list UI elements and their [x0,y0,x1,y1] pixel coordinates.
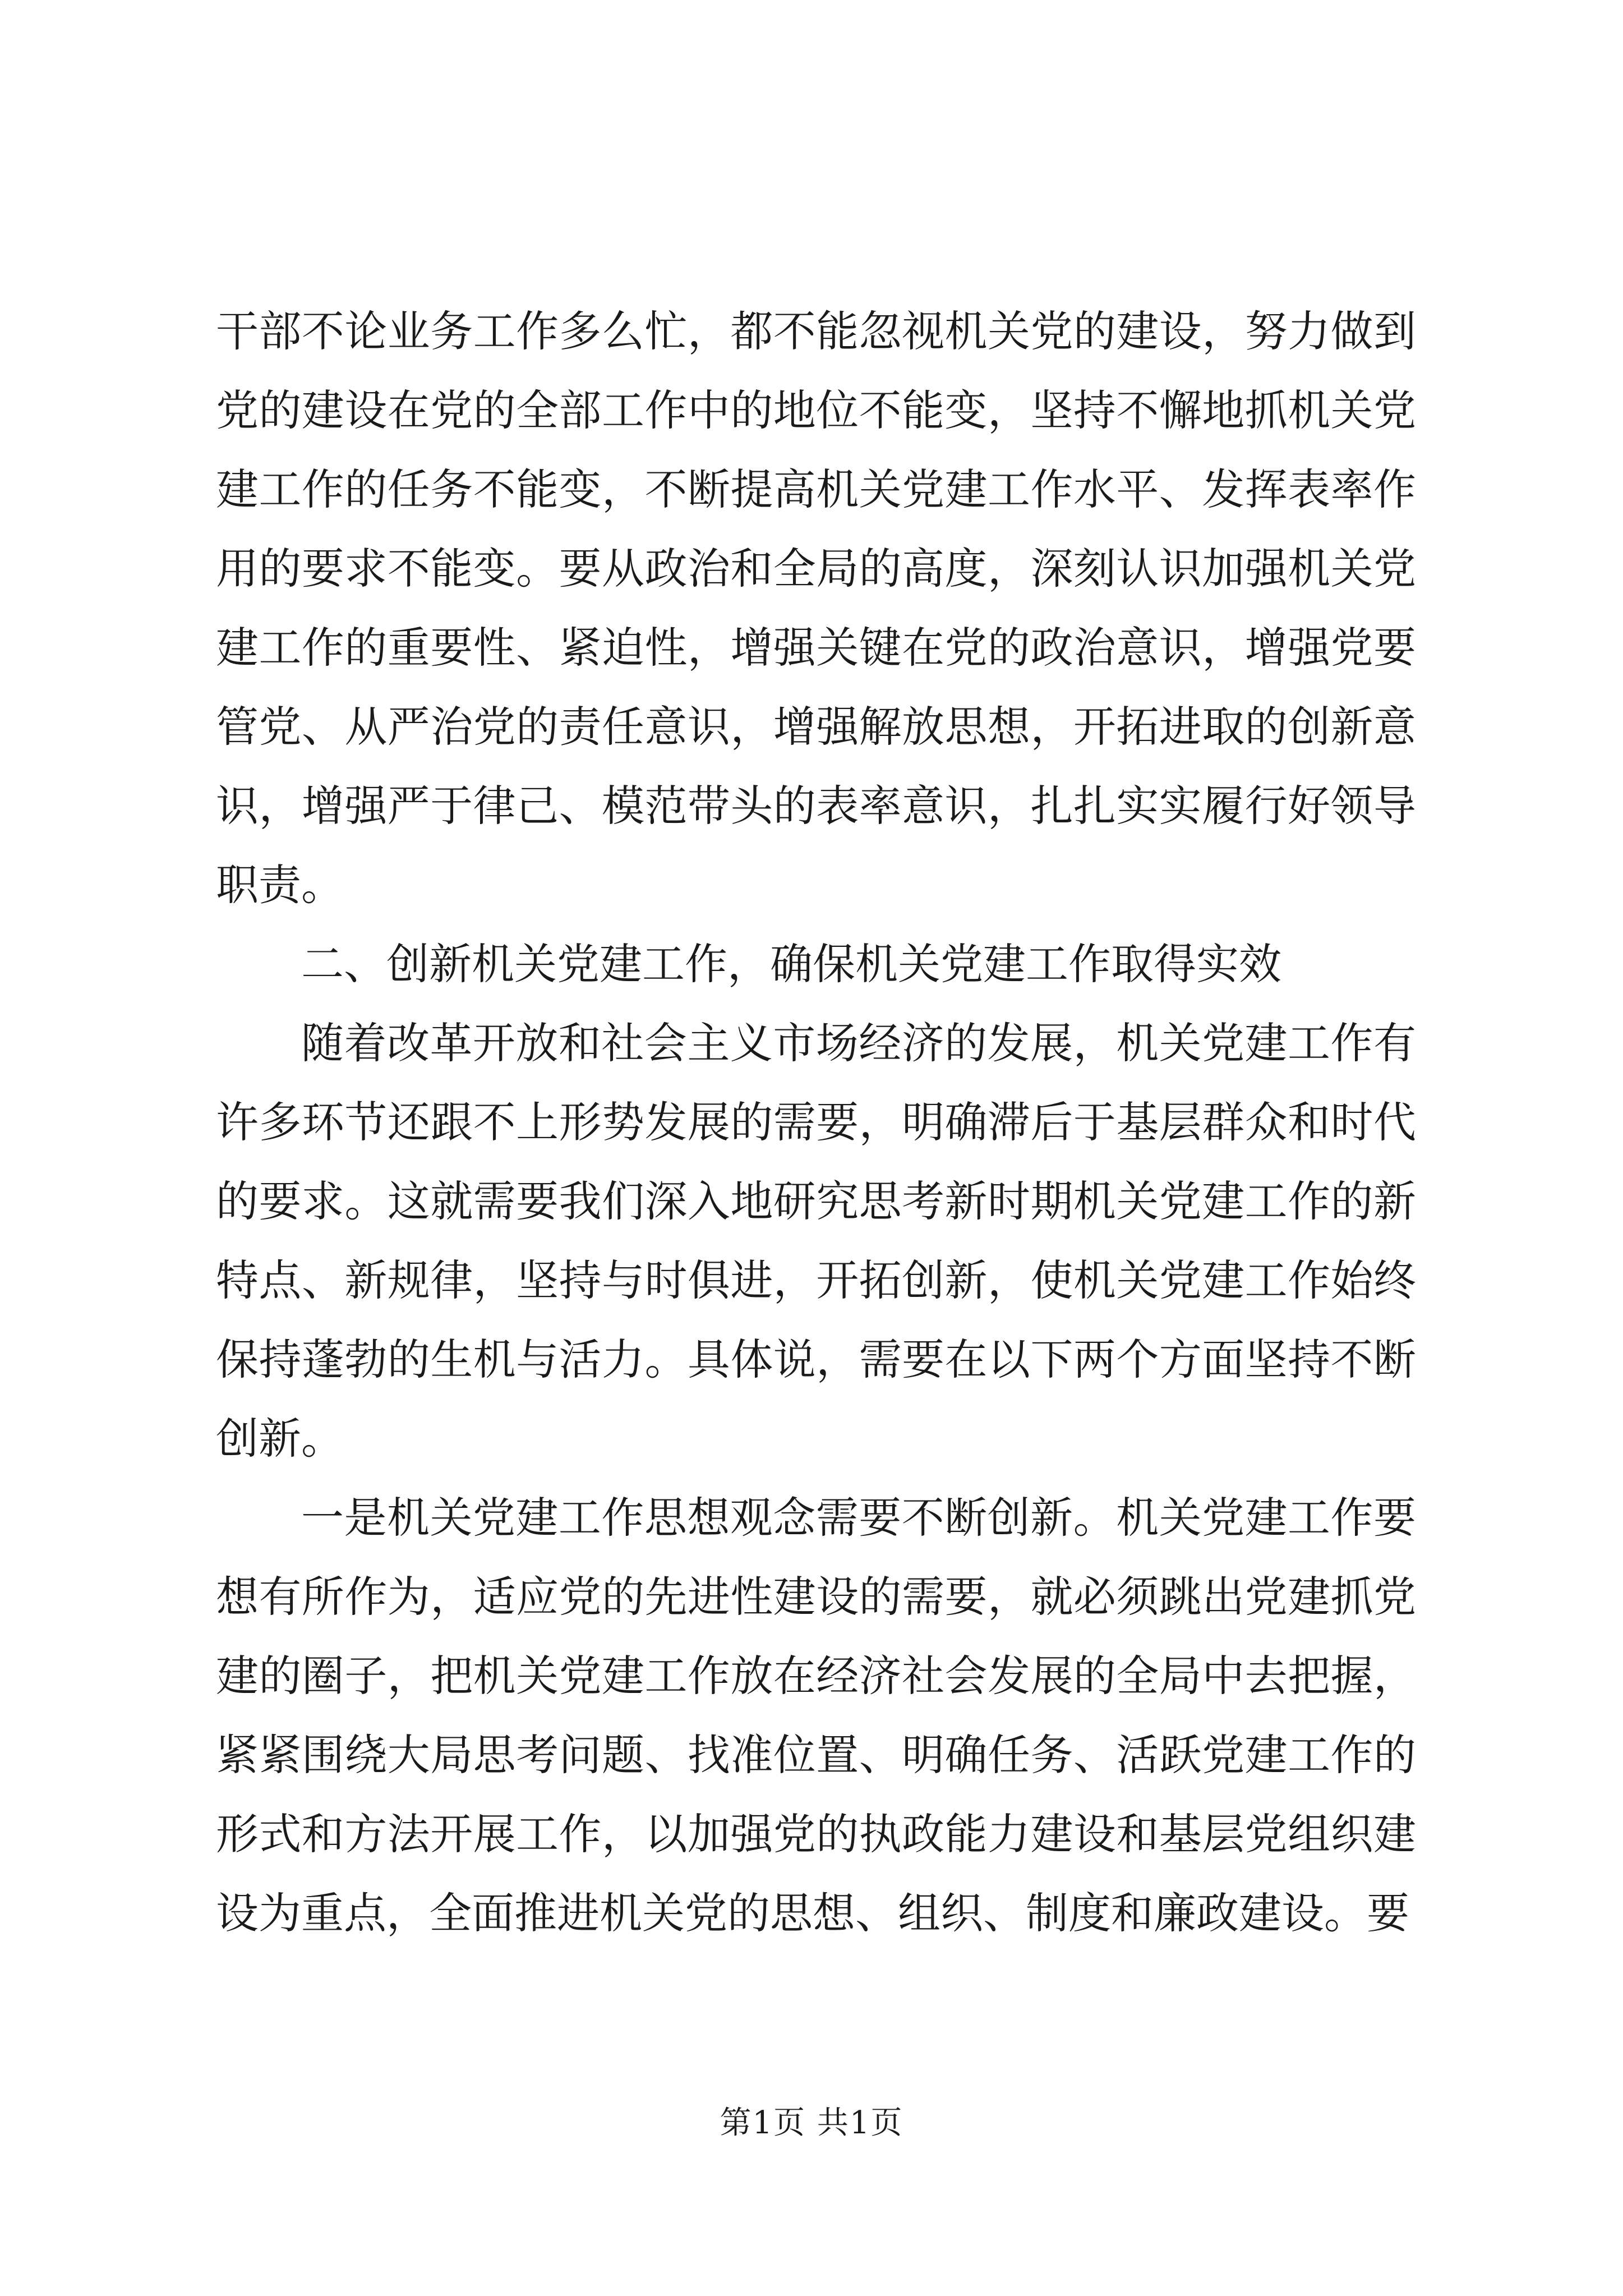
document-body [216,292,1416,1953]
paragraph: 一是机关党建工作思想观念需要不断创新。机关党建工作要想有所作为，适应党的先进性建设的需要，就必须跳出党建抓党建的圈子，把机关党建工作放在经济社会发展的全局中去把握，紧紧围绕大局思考问题、找准位置、明确任务、活跃党建工作的形式和方法开展工作，以加强党的执政能力建设和基层党组织建设为重点，全面推进机关党的思想、组织、制度和廉政建设。要 [216,1493,1416,1938]
paragraph-continuation: 干部不论业务工作多么忙，都不能忽视机关党的建设，努力做到党的建设在党的全部工作中的地位不能变，坚持不懈地抓机关党建工作的任务不能变，不断提高机关党建工作水平、发挥表率作用的要求不能变。要从政治和全局的高度，深刻认识加强机关党建工作的重要性、紧迫性，增强关键在党的政治意识，增强党要管党、从严治党的责任意识，增强解放思想，开拓进取的创新意识，增强严于律己、模范带头的表率意识，扎扎实实履行好领导职责。 [216,306,1416,910]
section-heading: 二、创新机关党建工作，确保机关党建工作取得实效 [301,939,1281,989]
page-footer: 第1页 共1页 [720,2105,903,2141]
paragraph: 随着改革开放和社会主义市场经济的发展，机关党建工作有许多环节还跟不上形势发展的需要，明确滞后于基层群众和时代的要求。这就需要我们深入地研究思考新时期机关党建工作的新特点、新规律，坚持与时俱进，开拓创新，使机关党建工作始终保持蓬勃的生机与活力。具体说，需要在以下两个方面坚持不断创新。 [216,1018,1416,1464]
